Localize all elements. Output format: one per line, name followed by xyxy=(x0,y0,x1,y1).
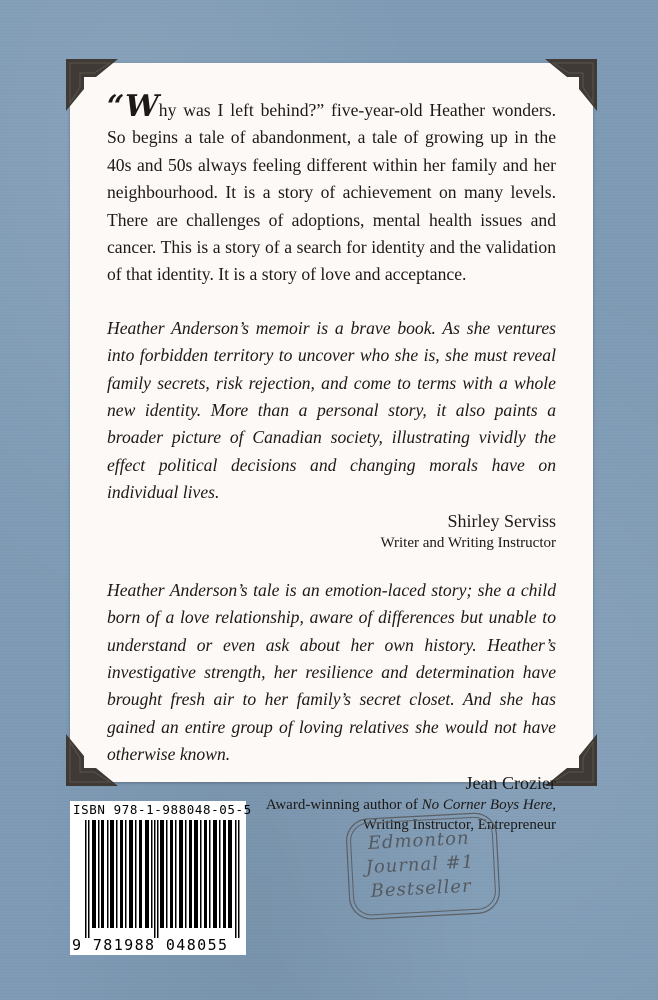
stamp-line-1: Edmonton xyxy=(367,827,471,854)
testimonial-quote-1: Heather Anderson’s memoir is a brave book. As she ventures into forbidden territory to uncover who she is, she must reveal family secrets, risk rejection, and come to terms with a whole new identity. More than a personal story, it also paints a broader picture of Canadian society, illustrating vividly the effect political decisions and changing morals have on individual lives. xyxy=(107,317,556,503)
testimonial-author-name: Jean Crozier xyxy=(465,772,556,793)
stamp-line-2: Journal #1 xyxy=(365,851,475,879)
isbn-label: ISBN 978-1-988048-05-5 xyxy=(73,802,252,817)
testimonial-attribution-1 xyxy=(107,509,556,553)
role-prefix: Award-winning author of xyxy=(265,796,422,813)
blurb-paragraph xyxy=(107,89,556,289)
bestseller-stamp xyxy=(342,807,508,925)
testimonial-quote-2: Heather Anderson’s tale is an emotion-laced story; she a child born of a love relationship, aware of differences but unable to understand or even ask about her own history. Heather’s investigative strength, her resilience and determination have brought fresh air to her family’s secret closet. And she has gained an entire group of loving relatives she would not have otherwise known. xyxy=(107,579,556,765)
stamp-text xyxy=(343,825,497,905)
drop-cap-letter: W xyxy=(125,89,159,124)
blurb-text: hy was I left behind?” five-year-old Heather wonders. So begins a tale of abandonment, a tale of growing up in the 40s and 50s always feeling different within her family and her neighbourhood. It is a story of achievement on many levels. There are challenges of adoptions, mental health issues and cancer. This is a story of a search for identity and the validation of that identity. It is a story of love and acceptance. xyxy=(107,100,556,285)
testimonial-author-role-line2: Writing Instructor, Entrepreneur xyxy=(362,816,556,833)
card-content xyxy=(107,89,556,835)
book-title: No Corner Boys Here, xyxy=(421,796,556,813)
isbn-digits: 9 781988 048055 xyxy=(72,936,229,954)
isbn-barcode xyxy=(70,801,252,955)
drop-quote: “ xyxy=(107,89,126,124)
stamp-line-3: Bestseller xyxy=(370,875,473,902)
barcode-bars-icon xyxy=(85,820,240,938)
testimonial-author-name: Shirley Serviss xyxy=(447,510,556,531)
testimonial-author-role: Writer and Writing Instructor xyxy=(380,534,556,551)
